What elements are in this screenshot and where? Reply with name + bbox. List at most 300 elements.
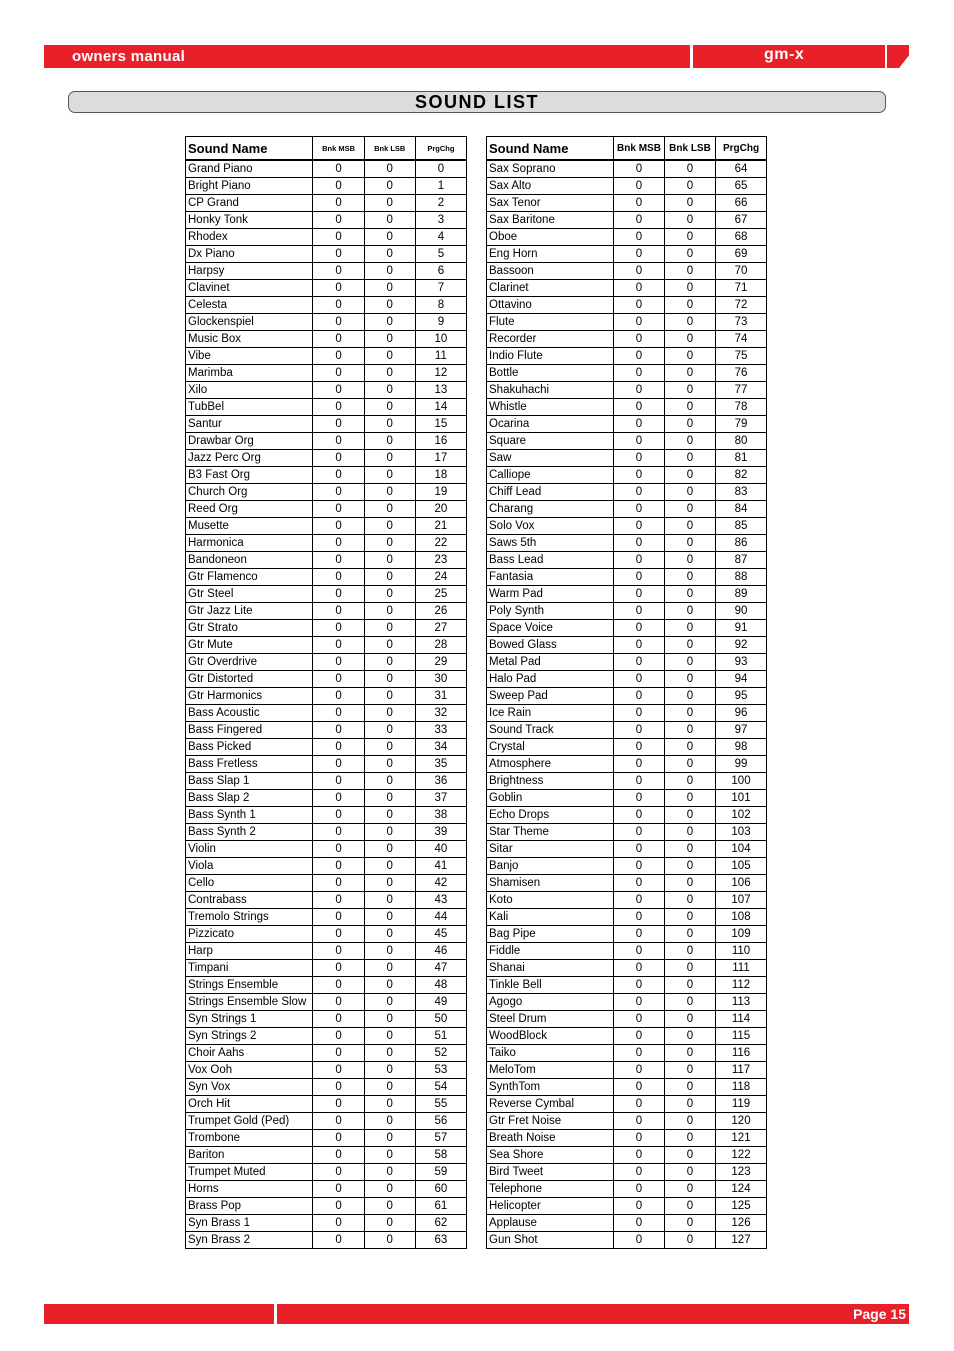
table-row (487, 246, 767, 263)
bank-lsb-cell: 0 (665, 552, 716, 569)
table-row (487, 160, 767, 178)
program-change-cell: 61 (415, 1198, 466, 1215)
program-change-cell: 89 (716, 586, 767, 603)
bank-msb-cell: 0 (313, 909, 364, 926)
program-change-cell: 0 (415, 160, 466, 178)
bank-lsb-cell: 0 (665, 467, 716, 484)
column-header-program-change: PrgChg (415, 137, 466, 161)
table-row (487, 1062, 767, 1079)
table-row (487, 467, 767, 484)
sound-name-cell: Warm Pad (487, 586, 614, 603)
bank-msb-cell: 0 (614, 739, 665, 756)
bank-msb-cell: 0 (313, 1113, 364, 1130)
footer-bar-left (44, 1304, 274, 1324)
program-change-cell: 101 (716, 790, 767, 807)
program-change-cell: 9 (415, 314, 466, 331)
sound-table-right (486, 136, 767, 1249)
table-row (487, 603, 767, 620)
program-change-cell: 116 (716, 1045, 767, 1062)
program-change-cell: 90 (716, 603, 767, 620)
table-row (186, 977, 467, 994)
sound-name-cell: Agogo (487, 994, 614, 1011)
bank-msb-cell: 0 (614, 1215, 665, 1232)
bank-lsb-cell: 0 (364, 348, 415, 365)
sound-name-cell: MeloTom (487, 1062, 614, 1079)
sound-name-cell: Syn Strings 2 (186, 1028, 313, 1045)
bank-msb-cell: 0 (614, 246, 665, 263)
sound-name-cell: Jazz Perc Org (186, 450, 313, 467)
bank-msb-cell: 0 (313, 943, 364, 960)
program-change-cell: 99 (716, 756, 767, 773)
sound-name-cell: Sea Shore (487, 1147, 614, 1164)
bank-msb-cell: 0 (313, 484, 364, 501)
program-change-cell: 114 (716, 1011, 767, 1028)
program-change-cell: 30 (415, 671, 466, 688)
table-row (487, 212, 767, 229)
bank-lsb-cell: 0 (665, 1198, 716, 1215)
table-row (186, 314, 467, 331)
table-row (487, 1113, 767, 1130)
bank-lsb-cell: 0 (665, 416, 716, 433)
bank-msb-cell: 0 (313, 654, 364, 671)
program-change-cell: 94 (716, 671, 767, 688)
sound-name-cell: Gtr Harmonics (186, 688, 313, 705)
bank-msb-cell: 0 (614, 212, 665, 229)
program-change-cell: 17 (415, 450, 466, 467)
program-change-cell: 15 (415, 416, 466, 433)
table-row (186, 1062, 467, 1079)
sound-name-cell: Banjo (487, 858, 614, 875)
program-change-cell: 75 (716, 348, 767, 365)
table-row (487, 654, 767, 671)
bank-msb-cell: 0 (614, 365, 665, 382)
bank-msb-cell: 0 (614, 1147, 665, 1164)
bank-msb-cell: 0 (313, 756, 364, 773)
column-header-bank-lsb: Bnk LSB (364, 137, 415, 161)
table-row (487, 790, 767, 807)
bank-lsb-cell: 0 (364, 739, 415, 756)
bank-lsb-cell: 0 (665, 178, 716, 195)
table-row (487, 637, 767, 654)
sound-name-cell: Clavinet (186, 280, 313, 297)
bank-lsb-cell: 0 (665, 892, 716, 909)
table-row (186, 1079, 467, 1096)
bank-msb-cell: 0 (313, 960, 364, 977)
column-header-bank-msb: Bnk MSB (614, 137, 665, 161)
table-row (186, 739, 467, 756)
table-row (487, 586, 767, 603)
bank-lsb-cell: 0 (665, 858, 716, 875)
bank-msb-cell: 0 (313, 739, 364, 756)
bank-lsb-cell: 0 (665, 331, 716, 348)
program-change-cell: 76 (716, 365, 767, 382)
bank-lsb-cell: 0 (665, 1096, 716, 1113)
sound-name-cell: Musette (186, 518, 313, 535)
table-row (186, 1011, 467, 1028)
program-change-cell: 5 (415, 246, 466, 263)
program-change-cell: 86 (716, 535, 767, 552)
bank-lsb-cell: 0 (364, 1045, 415, 1062)
bank-lsb-cell: 0 (364, 1164, 415, 1181)
table-row (186, 926, 467, 943)
table-row (186, 1113, 467, 1130)
bank-msb-cell: 0 (614, 773, 665, 790)
bank-lsb-cell: 0 (665, 773, 716, 790)
sound-name-cell: Bass Lead (487, 552, 614, 569)
program-change-cell: 2 (415, 195, 466, 212)
bank-msb-cell: 0 (614, 1164, 665, 1181)
table-row (186, 824, 467, 841)
bank-msb-cell: 0 (313, 620, 364, 637)
table-row (186, 569, 467, 586)
bank-lsb-cell: 0 (665, 1232, 716, 1249)
table-row (186, 280, 467, 297)
bank-lsb-cell: 0 (364, 841, 415, 858)
program-change-cell: 29 (415, 654, 466, 671)
bank-lsb-cell: 0 (364, 807, 415, 824)
bank-lsb-cell: 0 (364, 1130, 415, 1147)
sound-name-cell: Strings Ensemble (186, 977, 313, 994)
bank-msb-cell: 0 (614, 280, 665, 297)
bank-msb-cell: 0 (313, 824, 364, 841)
table-row (487, 178, 767, 195)
bank-lsb-cell: 0 (665, 569, 716, 586)
bank-lsb-cell: 0 (665, 314, 716, 331)
sound-name-cell: Shakuhachi (487, 382, 614, 399)
table-row (186, 535, 467, 552)
program-change-cell: 126 (716, 1215, 767, 1232)
program-change-cell: 123 (716, 1164, 767, 1181)
bank-lsb-cell: 0 (364, 331, 415, 348)
table-row (186, 1096, 467, 1113)
bank-msb-cell: 0 (313, 892, 364, 909)
bank-msb-cell: 0 (614, 195, 665, 212)
program-change-cell: 20 (415, 501, 466, 518)
bank-lsb-cell: 0 (665, 263, 716, 280)
bank-lsb-cell: 0 (665, 160, 716, 178)
program-change-cell: 48 (415, 977, 466, 994)
program-change-cell: 65 (716, 178, 767, 195)
sound-name-cell: Ottavino (487, 297, 614, 314)
bank-msb-cell: 0 (614, 1096, 665, 1113)
sound-name-cell: Space Voice (487, 620, 614, 637)
bank-lsb-cell: 0 (364, 450, 415, 467)
header-title: owners manual (72, 48, 186, 65)
program-change-cell: 93 (716, 654, 767, 671)
program-change-cell: 81 (716, 450, 767, 467)
sound-name-cell: Bottle (487, 365, 614, 382)
bank-lsb-cell: 0 (364, 960, 415, 977)
bank-lsb-cell: 0 (364, 705, 415, 722)
bank-lsb-cell: 0 (665, 1079, 716, 1096)
sound-name-cell: Orch Hit (186, 1096, 313, 1113)
table-row (186, 246, 467, 263)
bank-msb-cell: 0 (313, 297, 364, 314)
program-change-cell: 98 (716, 739, 767, 756)
bank-msb-cell: 0 (614, 688, 665, 705)
table-row (487, 620, 767, 637)
table-row (186, 1232, 467, 1249)
sound-name-cell: Gtr Steel (186, 586, 313, 603)
program-change-cell: 113 (716, 994, 767, 1011)
bank-msb-cell: 0 (313, 773, 364, 790)
bank-lsb-cell: 0 (364, 1198, 415, 1215)
table-row (487, 994, 767, 1011)
program-change-cell: 46 (415, 943, 466, 960)
table-row (487, 1011, 767, 1028)
program-change-cell: 56 (415, 1113, 466, 1130)
table-row (487, 1079, 767, 1096)
header-corner-accent (887, 45, 909, 68)
bank-lsb-cell: 0 (665, 1164, 716, 1181)
sound-name-cell: SynthTom (487, 1079, 614, 1096)
table-row (186, 637, 467, 654)
column-header-program-change: PrgChg (716, 137, 767, 161)
table-row (487, 1232, 767, 1249)
sound-name-cell: Ocarina (487, 416, 614, 433)
sound-name-cell: Syn Brass 1 (186, 1215, 313, 1232)
bank-msb-cell: 0 (614, 348, 665, 365)
bank-msb-cell: 0 (313, 671, 364, 688)
table-row (186, 620, 467, 637)
program-change-cell: 108 (716, 909, 767, 926)
program-change-cell: 88 (716, 569, 767, 586)
bank-lsb-cell: 0 (665, 1215, 716, 1232)
sound-name-cell: Goblin (487, 790, 614, 807)
bank-lsb-cell: 0 (364, 195, 415, 212)
bank-lsb-cell: 0 (364, 1232, 415, 1249)
program-change-cell: 4 (415, 229, 466, 246)
bank-lsb-cell: 0 (665, 195, 716, 212)
bank-msb-cell: 0 (313, 399, 364, 416)
sound-name-cell: Poly Synth (487, 603, 614, 620)
bank-msb-cell: 0 (614, 909, 665, 926)
sound-name-cell: Reverse Cymbal (487, 1096, 614, 1113)
program-change-cell: 50 (415, 1011, 466, 1028)
bank-lsb-cell: 0 (665, 977, 716, 994)
bank-msb-cell: 0 (614, 229, 665, 246)
bank-msb-cell: 0 (614, 705, 665, 722)
bank-lsb-cell: 0 (665, 280, 716, 297)
table-row (487, 569, 767, 586)
bank-lsb-cell: 0 (665, 246, 716, 263)
sound-name-cell: Tinkle Bell (487, 977, 614, 994)
table-row (186, 382, 467, 399)
bank-msb-cell: 0 (614, 263, 665, 280)
sound-name-cell: Flute (487, 314, 614, 331)
bank-lsb-cell: 0 (665, 1113, 716, 1130)
table-row (186, 331, 467, 348)
sound-name-cell: Bariton (186, 1147, 313, 1164)
sound-name-cell: Recorder (487, 331, 614, 348)
bank-msb-cell: 0 (614, 756, 665, 773)
table-row (186, 1147, 467, 1164)
sound-name-cell: Sax Baritone (487, 212, 614, 229)
sound-name-cell: Harp (186, 943, 313, 960)
table-row (487, 875, 767, 892)
bank-lsb-cell: 0 (364, 1096, 415, 1113)
bank-msb-cell: 0 (614, 960, 665, 977)
table-row (487, 280, 767, 297)
table-row (186, 450, 467, 467)
program-change-cell: 72 (716, 297, 767, 314)
bank-lsb-cell: 0 (665, 1028, 716, 1045)
bank-msb-cell: 0 (614, 586, 665, 603)
program-change-cell: 44 (415, 909, 466, 926)
bank-msb-cell: 0 (313, 1045, 364, 1062)
bank-msb-cell: 0 (313, 212, 364, 229)
table-row (487, 450, 767, 467)
table-row (487, 841, 767, 858)
table-row (186, 263, 467, 280)
sound-name-cell: Glockenspiel (186, 314, 313, 331)
sound-name-cell: Celesta (186, 297, 313, 314)
bank-msb-cell: 0 (313, 433, 364, 450)
bank-lsb-cell: 0 (665, 1062, 716, 1079)
sound-name-cell: Cello (186, 875, 313, 892)
bank-msb-cell: 0 (614, 535, 665, 552)
bank-lsb-cell: 0 (665, 875, 716, 892)
table-row (487, 688, 767, 705)
sound-name-cell: Shanai (487, 960, 614, 977)
sound-name-cell: Echo Drops (487, 807, 614, 824)
bank-msb-cell: 0 (614, 484, 665, 501)
program-change-cell: 60 (415, 1181, 466, 1198)
program-change-cell: 13 (415, 382, 466, 399)
table-row (186, 552, 467, 569)
sound-name-cell: Saw (487, 450, 614, 467)
bank-msb-cell: 0 (313, 875, 364, 892)
table-row (487, 433, 767, 450)
bank-lsb-cell: 0 (665, 450, 716, 467)
table-row (186, 399, 467, 416)
table-row (487, 824, 767, 841)
table-row (487, 671, 767, 688)
program-change-cell: 97 (716, 722, 767, 739)
bank-msb-cell: 0 (313, 280, 364, 297)
bank-msb-cell: 0 (614, 331, 665, 348)
bank-lsb-cell: 0 (665, 671, 716, 688)
table-row (487, 1130, 767, 1147)
bank-msb-cell: 0 (614, 841, 665, 858)
bank-msb-cell: 0 (614, 467, 665, 484)
program-change-cell: 22 (415, 535, 466, 552)
sound-name-cell: Gtr Fret Noise (487, 1113, 614, 1130)
sound-name-cell: Sound Track (487, 722, 614, 739)
bank-lsb-cell: 0 (364, 297, 415, 314)
table-row (487, 943, 767, 960)
table-row (487, 1198, 767, 1215)
bank-lsb-cell: 0 (364, 654, 415, 671)
program-change-cell: 8 (415, 297, 466, 314)
sound-name-cell: Bass Synth 1 (186, 807, 313, 824)
program-change-cell: 118 (716, 1079, 767, 1096)
sound-name-cell: Bright Piano (186, 178, 313, 195)
sound-name-cell: Vibe (186, 348, 313, 365)
bank-msb-cell: 0 (614, 1130, 665, 1147)
bank-lsb-cell: 0 (364, 518, 415, 535)
program-change-cell: 112 (716, 977, 767, 994)
bank-lsb-cell: 0 (665, 229, 716, 246)
table-row (186, 212, 467, 229)
sound-name-cell: Bird Tweet (487, 1164, 614, 1181)
table-row (186, 943, 467, 960)
bank-msb-cell: 0 (614, 416, 665, 433)
table-row (186, 1045, 467, 1062)
sound-name-cell: Violin (186, 841, 313, 858)
sound-name-cell: Brass Pop (186, 1198, 313, 1215)
bank-lsb-cell: 0 (364, 586, 415, 603)
sound-name-cell: Metal Pad (487, 654, 614, 671)
table-row (186, 841, 467, 858)
sound-name-cell: Indio Flute (487, 348, 614, 365)
table-row (186, 348, 467, 365)
bank-msb-cell: 0 (614, 501, 665, 518)
sound-name-cell: Harmonica (186, 535, 313, 552)
table-row (487, 807, 767, 824)
table-row (186, 518, 467, 535)
sound-name-cell: Sitar (487, 841, 614, 858)
bank-lsb-cell: 0 (665, 212, 716, 229)
bank-msb-cell: 0 (313, 705, 364, 722)
sound-name-cell: Contrabass (186, 892, 313, 909)
bank-lsb-cell: 0 (364, 1062, 415, 1079)
sound-name-cell: WoodBlock (487, 1028, 614, 1045)
table-row (186, 773, 467, 790)
program-change-cell: 102 (716, 807, 767, 824)
program-change-cell: 25 (415, 586, 466, 603)
program-change-cell: 103 (716, 824, 767, 841)
bank-msb-cell: 0 (614, 1079, 665, 1096)
sound-name-cell: Syn Brass 2 (186, 1232, 313, 1249)
table-row (186, 875, 467, 892)
table-row (487, 195, 767, 212)
bank-msb-cell: 0 (614, 892, 665, 909)
program-change-cell: 49 (415, 994, 466, 1011)
sound-name-cell: Koto (487, 892, 614, 909)
sound-name-cell: B3 Fast Org (186, 467, 313, 484)
table-row (487, 484, 767, 501)
table-row (186, 160, 467, 178)
bank-lsb-cell: 0 (665, 382, 716, 399)
bank-msb-cell: 0 (614, 1232, 665, 1249)
table-row (487, 229, 767, 246)
table-row (487, 1096, 767, 1113)
bank-msb-cell: 0 (313, 688, 364, 705)
bank-lsb-cell: 0 (665, 807, 716, 824)
sound-name-cell: Telephone (487, 1181, 614, 1198)
sound-name-cell: Bass Synth 2 (186, 824, 313, 841)
sound-name-cell: Bag Pipe (487, 926, 614, 943)
sound-name-cell: TubBel (186, 399, 313, 416)
bank-lsb-cell: 0 (364, 756, 415, 773)
bank-msb-cell: 0 (313, 637, 364, 654)
bank-msb-cell: 0 (614, 722, 665, 739)
bank-lsb-cell: 0 (364, 926, 415, 943)
program-change-cell: 62 (415, 1215, 466, 1232)
bank-msb-cell: 0 (614, 450, 665, 467)
sound-name-cell: Star Theme (487, 824, 614, 841)
bank-lsb-cell: 0 (364, 790, 415, 807)
table-row (186, 586, 467, 603)
program-change-cell: 83 (716, 484, 767, 501)
table-row (487, 535, 767, 552)
program-change-cell: 92 (716, 637, 767, 654)
bank-msb-cell: 0 (313, 1096, 364, 1113)
bank-lsb-cell: 0 (665, 960, 716, 977)
sound-name-cell: Gtr Mute (186, 637, 313, 654)
bank-lsb-cell: 0 (665, 484, 716, 501)
